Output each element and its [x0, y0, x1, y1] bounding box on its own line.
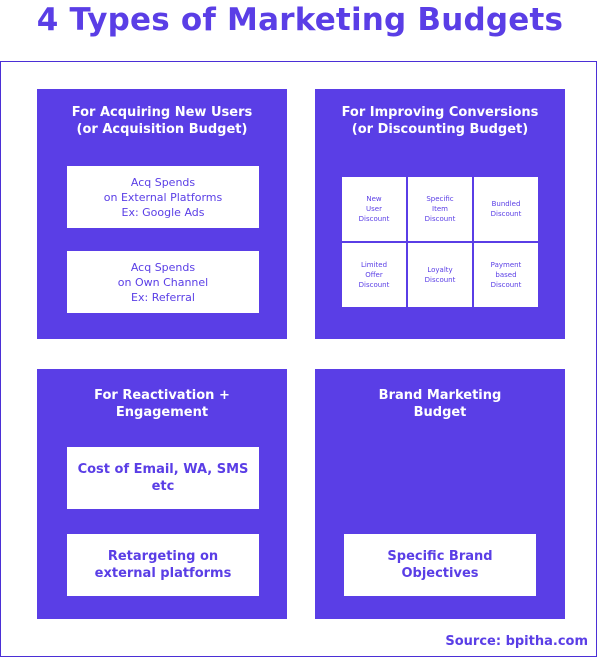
panel-title: For Reactivation + Engagement	[94, 388, 230, 420]
bundled-discount-cell: Bundled Discount	[474, 177, 538, 241]
discount-grid	[342, 177, 539, 307]
acquisition-budget-panel	[37, 89, 287, 339]
brand-objectives-box: Specific Brand Objectives	[344, 534, 536, 596]
panel-title: For Acquiring New Users (or Acquisition Budget)	[71, 105, 253, 137]
panel-title: Brand Marketing Budget	[378, 388, 502, 420]
discounting-budget-panel	[315, 89, 565, 339]
reactivation-budget-panel	[37, 369, 287, 619]
payment-based-discount-cell: Payment based Discount	[474, 243, 538, 307]
external-platforms-box: Acq Spends on External Platforms Ex: Google Ads	[67, 166, 259, 228]
own-channel-box: Acq Spends on Own Channel Ex: Referral	[67, 251, 259, 313]
limited-offer-discount-cell: Limited Offer Discount	[342, 243, 406, 307]
brand-budget-panel	[315, 369, 565, 619]
source-credit: Source: bpitha.com	[445, 634, 588, 649]
loyalty-discount-cell: Loyalty Discount	[408, 243, 472, 307]
messaging-cost-box: Cost of Email, WA, SMS etc	[67, 447, 259, 509]
retargeting-box: Retargeting on external platforms	[67, 534, 259, 596]
page-title: 4 Types of Marketing Budgets	[36, 2, 564, 38]
panel-title: For Improving Conversions (or Discounting Budget)	[341, 105, 539, 137]
new-user-discount-cell: New User Discount	[342, 177, 406, 241]
specific-item-discount-cell: Specific Item Discount	[408, 177, 472, 241]
